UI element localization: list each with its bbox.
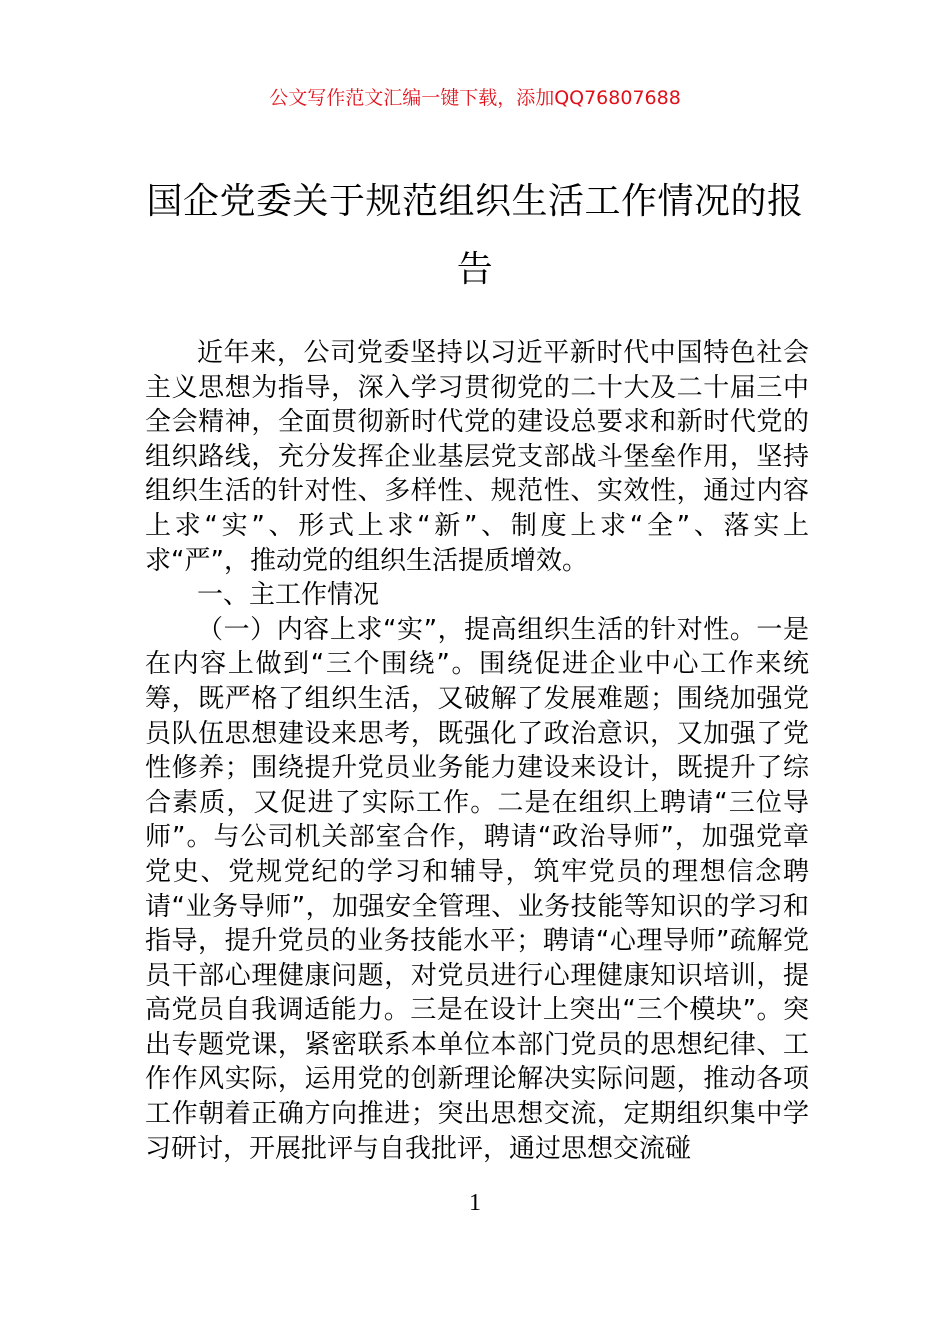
page-number: 1 <box>469 1190 481 1216</box>
body-paragraph: （一）内容上求“实”，提高组织生活的针对性。一是在内容上做到“三个围绕”。围绕促进企业中心工作来统筹，既严格了组织生活，又破解了发展难题；围绕加强党员队伍思想建设来思考，既强化了政治意识，又加强了党性修养；围绕提升党员业务能力建设来设计，既提升了综合素质，又促进了实际工作。二是在组织上聘请“三位导师”。与公司机关部室合作，聘请“政治导师”，加强党章党史、党规党纪的学习和辅导，筑牢党员的理想信念聘请“业务导师”，加强安全管理、业务技能等知识的学习和指导，提升党员的业务技能水平；聘请“心理导师”疏解党员干部心理健康问题，对党员进行心理健康知识培训，提高党员自我调适能力。三是在设计上突出“三个模块”。突出专题党课，紧密联系本单位本部门党员的思想纪律、工作作风实际，运用党的创新理论解决实际问题，推动各项工作朝着正确方向推进；突出思想交流，定期组织集中学习研讨，开展批评与自我批评，通过思想交流碰 <box>145 614 809 1164</box>
document-body <box>145 336 809 1166</box>
promo-banner: 公文写作范文汇编一键下载，添加QQ76807688 <box>269 87 681 109</box>
intro-paragraph: 近年来，公司党委坚持以习近平新时代中国特色社会主义思想为指导，深入学习贯彻党的二十大及二十届三中全会精神，全面贯彻新时代党的建设总要求和新时代党的组织路线，充分发挥企业基层党支部战斗堡垒作用，坚持组织生活的针对性、多样性、规范性、实效性，通过内容上求“实”、形式上求“新”、制度上求“全”、落实上求“严”，推动党的组织生活提质增效。 <box>145 338 809 576</box>
section-heading: 一、主工作情况 <box>197 580 380 611</box>
document-title: 国企党委关于规范组织生活工作情况的报告 <box>146 181 804 290</box>
